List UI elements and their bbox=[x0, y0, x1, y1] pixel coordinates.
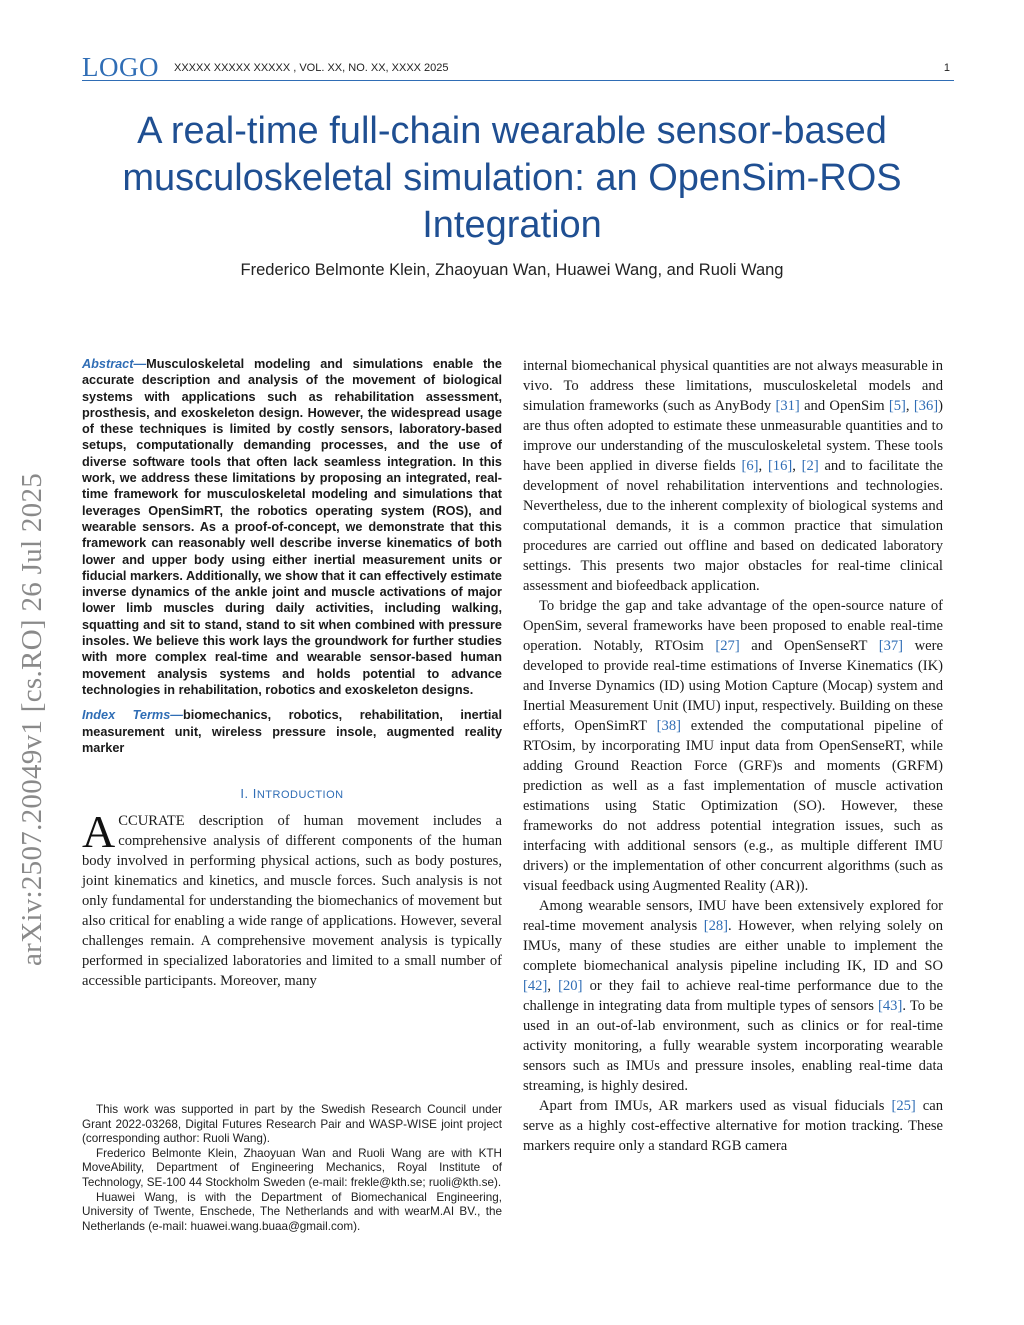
index-terms-label: Index Terms— bbox=[82, 708, 183, 723]
right-paragraph-1: internal biomechanical physical quantities are not always measurable in vivo. To address these limitations, musculoskeletal models and simulation frameworks (such as AnyBody [31] and OpenSim [5], [36]) are thus often adopted to estimate these unmeasurable quantities and to improve our understanding of the musculoskeletal system. These tools have been applied in diverse fields [6], [16], [2] and to facilitate the development of novel rehabilitation interventions and technologies. Nevertheless, due to the inherent complexity of biological systems and computational demands, it is a common practice that simulation procedures are carried out offline and based on dedicated laboratory settings. This presents two major obstacles for real-time clinical assessment and biofeedback application. bbox=[523, 358, 944, 594]
citation-link[interactable]: [31] bbox=[775, 398, 800, 414]
citation-link[interactable]: [27] bbox=[715, 638, 740, 654]
footnote-affiliation-2: Huawei Wang, is with the Department of Biomechanical Engineering, University of Twente, Enschede, The Netherlands and with wearM.AI BV., the Netherlands (e-mail: huawei.wang.buaa@gmail.com). bbox=[82, 1190, 502, 1233]
right-paragraph-4: Apart from IMUs, AR markers used as visual fiducials [25] can serve as a highly cost-effective alternative for motion tracking. These markers require only a standard RGB camera bbox=[523, 1098, 943, 1154]
left-column bbox=[82, 356, 502, 991]
abstract-label: Abstract— bbox=[82, 357, 147, 371]
abstract-text: Musculoskeletal modeling and simulations enable the accurate description and analysis of the movement of biological systems with applications such as rehabilitation assessment, prosthesis, and exoskeleton design. However, the widespread usage of these techniques is limited by costly sensors, laboratory-based setups, computationally demanding processes, and the use of diverse software tools that often lack seamless integration. In this work, we address these limitations by proposing an integrated, real-time framework for musculoskeletal modeling and simulations that leverages OpenSimRT, the robotics operating system (ROS), and wearable sensors. As a proof-of-concept, we demonstrate that this framework can reasonably well describe inverse kinematics of both lower and upper body using either inertial measurement units or fiducial markers. Additionally, we show that it can effectively estimate inverse dynamics of the ankle joint and muscle activations of major lower limb muscles during daily activities, including walking, squatting and sit to stand, stand to sit when combined with pressure insoles. We believe this work lays the groundwork for further studies with more complex real-time and wearable sensor-based human movement analysis systems and holds potential to advance technologies in rehabilitation, robotics and exoskeleton designs. bbox=[82, 357, 502, 697]
abstract bbox=[82, 356, 502, 698]
right-paragraph-2: To bridge the gap and take advantage of the open-source nature of OpenSim, several frameworks have been proposed to enable real-time operation. Notably, RTOsim [27] and OpenSenseRT [37] were developed to provide real-time estimations of Inverse Kinematics (IK) and Inverse Dynamics (ID) using Motion Capture (Mocap) system and Inertial Measurement Unit (IMU) input, respectively. Building on these efforts, OpenSimRT [38] extended the computational pipeline of RTOsim, by incorporating IMU input data from OpenSenseRT, while adding Ground Reaction Force (GRF)s and moments (GRFM) prediction as well as a fast implementation of muscle activation estimations using Static Optimization (SO). However, these frameworks do not address potential integration issues, such as interfacing with additional sensors (e.g., as multiple different IMU drivers) or the implementation of other concurrent algorithms (such as visual feedback using Augmented Reality (AR)). bbox=[523, 598, 943, 894]
citation-link[interactable]: [5] bbox=[888, 398, 906, 414]
citation-link[interactable]: [16] bbox=[767, 458, 793, 474]
right-paragraph-3: Among wearable sensors, IMU have been extensively explored for real-time movement analysis [28]. However, when relying solely on IMUs, many of these studies are either unable to implement the complete biomechanical analysis pipeline including IK, ID and SO [42], [20] or they fail to achieve real-time performance due to the challenge in integrating data from multiple types of sensors [43]. To be used in an out-of-lab environment, such as clinics or for real-time activity monitoring, a fully wearable system incorporating wearable sensors such as IMUs and pressure insoles, enabling real-time data streaming, is highly desired. bbox=[523, 898, 944, 1094]
citation-link[interactable]: [42] bbox=[523, 978, 548, 994]
citation-link[interactable]: [43] bbox=[878, 998, 903, 1014]
citation-link[interactable]: [20] bbox=[558, 978, 583, 994]
citation-link[interactable]: [38] bbox=[656, 718, 681, 734]
section-heading-introduction: I. INTRODUCTION bbox=[240, 786, 344, 802]
footnotes bbox=[82, 1103, 502, 1234]
footnote-funding: This work was supported in part by the Swedish Research Council under Grant 2022-03268, Digital Futures Research Pair and WASP-WISE joint project (corresponding author: Ruoli Wang). bbox=[82, 1103, 502, 1146]
citation-link[interactable]: [2] bbox=[801, 458, 819, 474]
journal-info: XXXXX XXXXX XXXXX , VOL. XX, NO. XX, XXXX 2025 bbox=[174, 62, 449, 74]
arxiv-stamp: arXiv:2507.20049v1 [cs.RO] 26 Jul 2025 bbox=[16, 472, 48, 966]
index-terms bbox=[82, 707, 502, 756]
citation-link[interactable]: [6] bbox=[741, 458, 759, 474]
running-header bbox=[82, 52, 954, 81]
intro-paragraph-1: ACCURATE description of human movement includes a comprehensive analysis of different components of the human body involved in performing physical actions, such as body postures, joint kinematics and kinetics, and muscle forces. Such analysis is not only fundamental for understanding the biomechanics of movement but also critical for enabling a wide range of applications. However, several challenges remain. A comprehensive movement analysis is typically performed in specialized laboratories and limited to a small number of accessible participants. Moreover, many bbox=[82, 806, 502, 990]
index-terms-text: biomechanics, robotics, rehabilitation, inertial measurement unit, wireless pressure insole, augmented reality marker bbox=[82, 708, 502, 755]
citation-link[interactable]: [25] bbox=[891, 1098, 916, 1114]
paper-authors: Frederico Belmonte Klein, Zhaoyuan Wan, Huawei Wang, and Ruoli Wang bbox=[240, 261, 784, 279]
citation-link[interactable]: [36] bbox=[913, 398, 939, 414]
page-number: 1 bbox=[943, 62, 950, 74]
journal-logo: LOGO bbox=[82, 52, 159, 82]
citation-link[interactable]: [28] bbox=[703, 918, 729, 934]
footnote-affiliation-1: Frederico Belmonte Klein, Zhaoyuan Wan and Ruoli Wang are with KTH MoveAbility, Department of Engineering Mechanics, Royal Institute of Technology, SE-100 44 Stockholm Sweden (e-mail: frekle@kth.se; ruoli@kth.se). bbox=[82, 1146, 502, 1189]
drop-cap: A bbox=[82, 806, 116, 858]
right-column bbox=[523, 356, 943, 1156]
paper-title: A real-time full-chain wearable sensor-based musculoskeletal simulation: an OpenSim-ROS Integration bbox=[122, 110, 902, 246]
citation-link[interactable]: [37] bbox=[878, 638, 904, 654]
